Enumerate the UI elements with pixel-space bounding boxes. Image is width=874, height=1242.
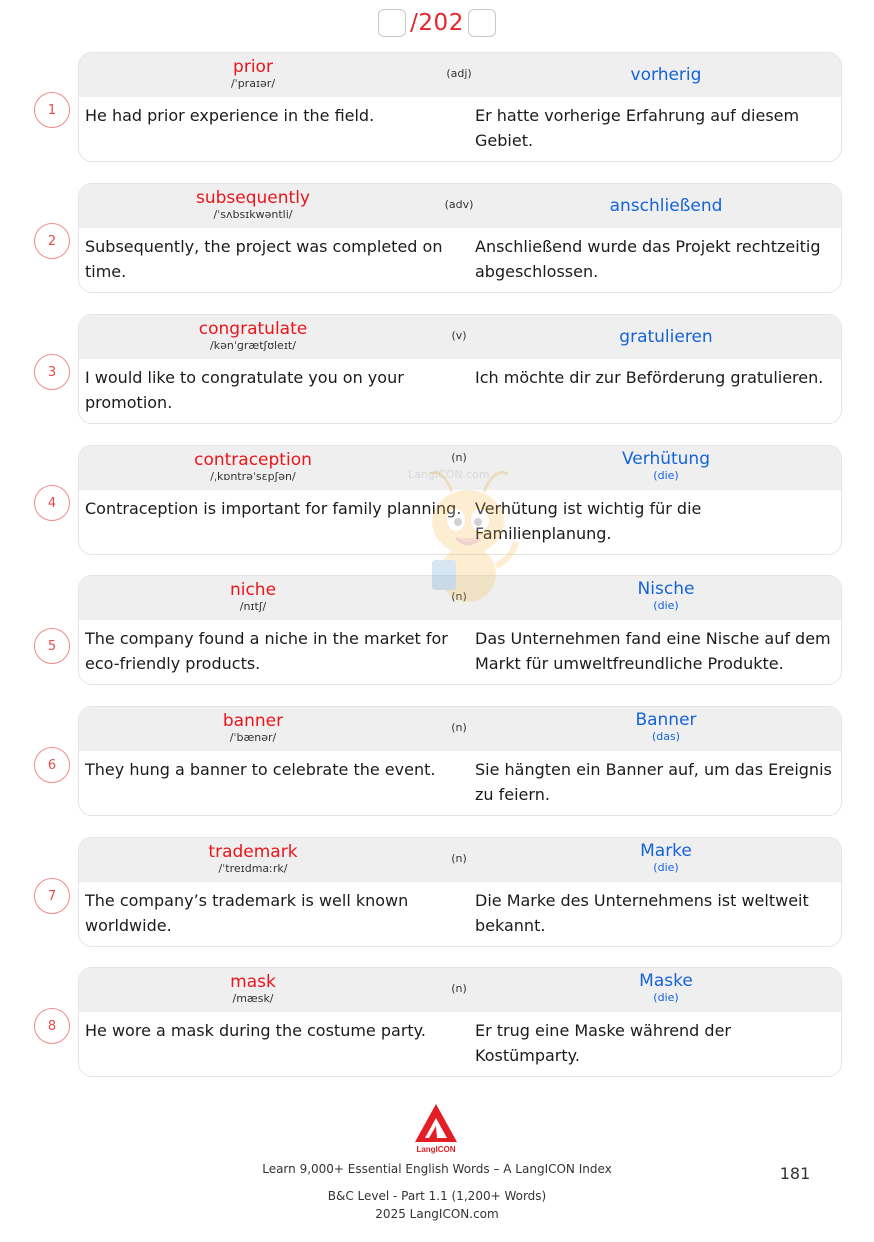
part-of-speech: (n) <box>451 590 467 603</box>
part-of-speech: (n) <box>451 852 467 865</box>
example-german: Sie hängten ein Banner auf, um das Ereignis zu feiern. <box>475 760 832 804</box>
german-word: vorherig <box>630 65 702 85</box>
german-word: Marke <box>640 841 692 861</box>
part-of-speech: (adv) <box>444 198 474 211</box>
entry-number: 3 <box>34 354 70 390</box>
card-header <box>79 707 841 751</box>
card-header <box>79 315 841 359</box>
example-german: Ich möchte dir zur Beförderung gratulieren. <box>475 368 824 387</box>
german-word: Verhütung <box>621 449 710 469</box>
entry-number: 5 <box>34 628 70 664</box>
example-english: Subsequently, the project was completed on time. <box>85 237 443 281</box>
total-count: /202 <box>410 10 464 36</box>
example-german: Das Unternehmen fand eine Nische auf dem Markt für umweltfreundliche Produkte. <box>475 629 831 673</box>
card-header <box>79 53 841 97</box>
entry-number: 6 <box>34 747 70 783</box>
langicon-logo <box>411 1102 461 1154</box>
watermark-text: LangICON.com <box>408 468 490 481</box>
german-gender: (die) <box>653 991 679 1004</box>
example-english: Contraception is important for family planning. <box>85 499 462 518</box>
part-of-speech: (n) <box>451 451 467 464</box>
german-word: Maske <box>639 971 693 991</box>
ipa: /mæsk/ <box>232 992 274 1005</box>
example-german: Er trug eine Maske während der Kostümparty. <box>475 1021 731 1065</box>
english-word: prior <box>233 57 273 77</box>
english-word: congratulate <box>198 319 308 339</box>
example-english: The company found a niche in the market for eco-friendly products. <box>85 629 448 673</box>
vocab-card <box>78 445 842 555</box>
vocab-card <box>78 183 842 293</box>
page-counter <box>0 6 874 40</box>
ipa: /ˈtreɪdmaːrk/ <box>218 862 288 875</box>
ipa: /nɪtʃ/ <box>239 600 267 613</box>
page-number: 181 <box>779 1164 811 1183</box>
vocab-card <box>78 967 842 1077</box>
ipa: /ˌkɒntrəˈsɛpʃən/ <box>210 470 296 483</box>
vocab-card <box>78 706 842 816</box>
card-examples <box>79 359 841 423</box>
example-english: They hung a banner to celebrate the event. <box>85 760 436 779</box>
entry-number: 4 <box>34 485 70 521</box>
example-english: The company’s trademark is well known worldwide. <box>85 891 409 935</box>
example-english: He wore a mask during the costume party. <box>85 1021 426 1040</box>
part-of-speech: (n) <box>451 721 467 734</box>
footer-level: B&C Level - Part 1.1 (1,200+ Words) <box>327 1189 547 1203</box>
english-word: niche <box>229 580 277 600</box>
german-word: gratulieren <box>619 327 713 347</box>
example-english: I would like to congratulate you on your promotion. <box>85 368 404 412</box>
card-examples <box>79 97 841 161</box>
part-of-speech: (n) <box>451 982 467 995</box>
german-gender: (die) <box>653 469 679 482</box>
counter-box-right[interactable] <box>468 9 496 37</box>
card-header <box>79 184 841 228</box>
german-word: Banner <box>635 710 697 730</box>
vocab-card <box>78 837 842 947</box>
card-examples <box>79 882 841 946</box>
ipa: /ˈsʌbsɪkwəntli/ <box>213 208 293 221</box>
part-of-speech: (adj) <box>446 67 472 80</box>
example-german: Er hatte vorherige Erfahrung auf diesem Gebiet. <box>475 106 800 150</box>
german-word: Nische <box>637 579 695 599</box>
example-german: Verhütung ist wichtig für die Familienplanung. <box>475 499 702 543</box>
logo-text: LangICON <box>416 1145 456 1154</box>
german-word: anschließend <box>609 196 723 216</box>
entry-number: 7 <box>34 878 70 914</box>
footer-copyright: 2025 LangICON.com <box>375 1207 499 1221</box>
part-of-speech: (v) <box>451 329 467 342</box>
card-header <box>79 576 841 620</box>
entry-number: 1 <box>34 92 70 128</box>
german-gender: (die) <box>653 861 679 874</box>
card-examples <box>79 751 841 815</box>
ipa: /kənˈɡrætʃʊleɪt/ <box>210 339 296 352</box>
counter-box-left[interactable] <box>378 9 406 37</box>
example-english: He had prior experience in the field. <box>85 106 375 125</box>
english-word: contraception <box>194 450 312 470</box>
english-word: trademark <box>208 842 298 862</box>
card-examples <box>79 1012 841 1076</box>
card-header <box>79 838 841 882</box>
vocab-card <box>78 314 842 424</box>
card-examples <box>79 620 841 684</box>
entry-number: 8 <box>34 1008 70 1044</box>
german-gender: (die) <box>653 599 679 612</box>
card-examples <box>79 490 841 554</box>
entry-number: 2 <box>34 223 70 259</box>
card-header <box>79 968 841 1012</box>
example-german: Anschließend wurde das Projekt rechtzeitig abgeschlossen. <box>475 237 821 281</box>
german-gender: (das) <box>651 730 681 743</box>
vocab-card <box>78 575 842 685</box>
english-word: mask <box>230 972 276 992</box>
example-german: Die Marke des Unternehmens ist weltweit bekannt. <box>475 891 809 935</box>
english-word: banner <box>222 711 284 731</box>
card-examples <box>79 228 841 292</box>
footer-title: Learn 9,000+ Essential English Words – A LangICON Index <box>262 1162 612 1176</box>
ipa: /ˈpraɪər/ <box>230 77 276 90</box>
ipa: /ˈbænər/ <box>229 731 277 744</box>
vocab-card <box>78 52 842 162</box>
english-word: subsequently <box>196 188 310 208</box>
